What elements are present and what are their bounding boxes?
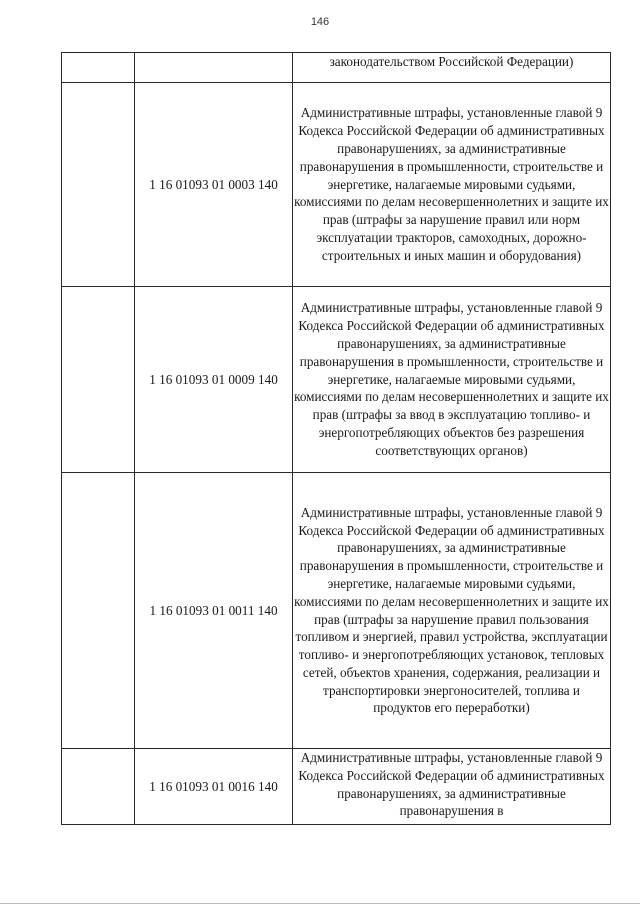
page-number: 146 <box>310 16 330 28</box>
row-empty-cell <box>62 473 135 749</box>
budget-code-cell: 1 16 01093 01 0016 140 <box>135 749 293 825</box>
table-row <box>62 473 611 749</box>
table-row <box>62 83 611 287</box>
description-cell: Административные штрафы, установленные главой 9 Кодекса Российской Федерации об административных правонарушениях, за административные правонарушения в промышленности, строительстве и энергетике, налагаемые мировыми судьями, комиссиями по делам несовершеннолетних и защите их прав (штрафы за нарушение правил или норм эксплуатации тракторов, самоходных, дорожно-строительных и иных машин и оборудования) <box>293 83 611 287</box>
page-bottom-divider <box>0 903 640 904</box>
description-cell: законодательством Российской Федерации) <box>293 53 611 83</box>
table-row <box>62 749 611 825</box>
budget-codes-table <box>61 52 611 825</box>
description-cell: Административные штрафы, установленные главой 9 Кодекса Российской Федерации об административных правонарушениях, за административные правонарушения в <box>293 749 611 825</box>
description-cell: Административные штрафы, установленные главой 9 Кодекса Российской Федерации об административных правонарушениях, за административные правонарушения в промышленности, строительстве и энергетике, налагаемые мировыми судьями, комиссиями по делам несовершеннолетних и защите их прав (штрафы за нарушение правил пользования топливом и энергией, правил устройства, эксплуатации топливо- и энергопотребляющих установок, тепловых сетей, объектов хранения, содержания, реализации и транспортировки энергоносителей, топлива и продуктов его переработки) <box>293 473 611 749</box>
description-cell: Административные штрафы, установленные главой 9 Кодекса Российской Федерации об административных правонарушениях, за административные правонарушения в промышленности, строительстве и энергетике, налагаемые мировыми судьями, комиссиями по делам несовершеннолетних и защите их прав (штрафы за ввод в эксплуатацию топливо- и энергопотребляющих объектов без разрешения соответствующих органов) <box>293 287 611 473</box>
row-empty-cell <box>62 287 135 473</box>
table-row <box>62 53 611 83</box>
row-empty-cell <box>62 749 135 825</box>
row-empty-cell <box>62 53 135 83</box>
budget-code-cell: 1 16 01093 01 0009 140 <box>135 287 293 473</box>
table-row <box>62 287 611 473</box>
row-empty-cell <box>62 83 135 287</box>
budget-code-cell: 1 16 01093 01 0003 140 <box>135 83 293 287</box>
budget-code-cell <box>135 53 293 83</box>
budget-code-cell: 1 16 01093 01 0011 140 <box>135 473 293 749</box>
